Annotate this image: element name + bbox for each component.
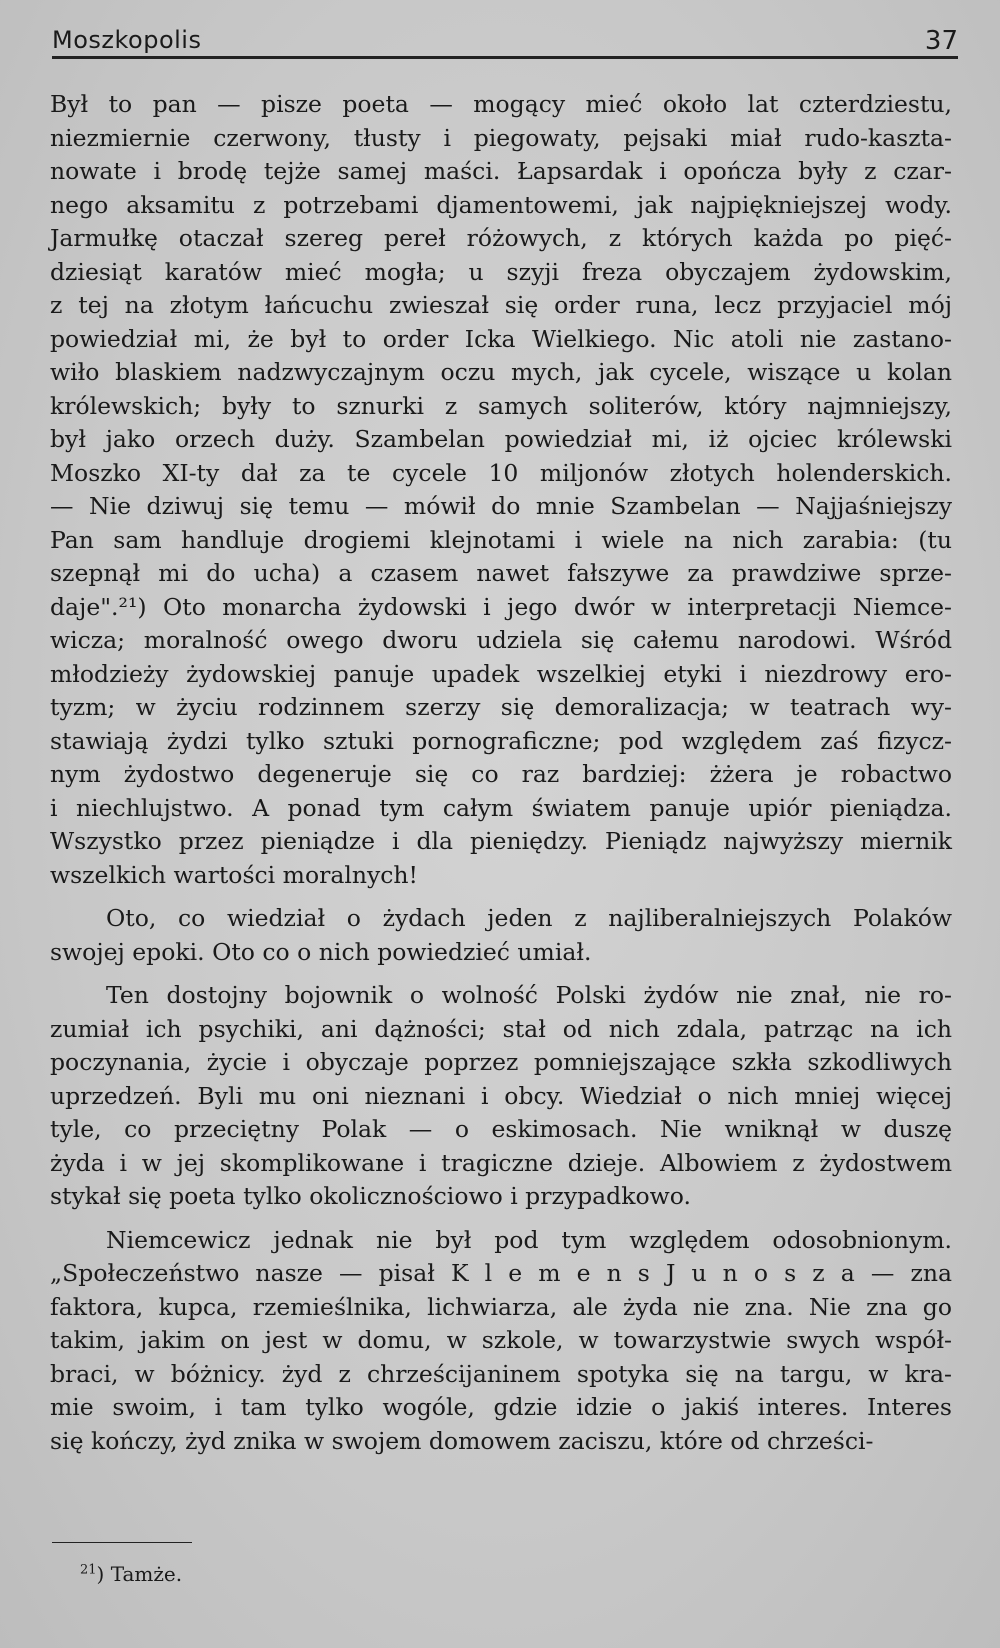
text-line: niezmiernie czerwony, tłusty i piegowaty, pejsaki miał rudo-kaszta- bbox=[50, 123, 952, 152]
text-line: żyda i w jej skomplikowane i tragiczne dzieje. Albowiem z żydostwem bbox=[50, 1148, 952, 1177]
page-number: 37 bbox=[924, 26, 958, 56]
footnote-number: 21 bbox=[80, 1562, 97, 1578]
text-line: poczynania, życie i obyczaje poprzez pomniejszające szkła szkodliwych bbox=[50, 1048, 952, 1076]
text-line: się kończy, żyd znika w swojem domowem zaciszu, które od chrześci- bbox=[50, 1426, 874, 1455]
text-line: dziesiąt karatów mieć mogła; u szyji freza obyczajem żydowskim, bbox=[50, 257, 952, 286]
text-line: — Nie dziwuj się temu — mówił do mnie Szambelan — Najjaśniejszy bbox=[50, 492, 952, 520]
text-line: stykał się poeta tylko okolicznościowo i przypadkowo. bbox=[50, 1182, 691, 1210]
text-line: szepnął mi do ucha) a czasem nawet fałszywe za prawdziwe sprze- bbox=[50, 559, 952, 587]
text-line: „Społeczeństwo nasze — pisał K l e m e n s J u n o s z a — zna bbox=[50, 1259, 952, 1287]
text-line: Jarmułkę otaczał szereg pereł różowych, z których każda po pięć- bbox=[50, 224, 952, 252]
text-line: Był to pan — pisze poeta — mogący mieć około lat czterdziestu, bbox=[50, 90, 952, 118]
footnote-rule bbox=[52, 1542, 192, 1543]
body-text bbox=[50, 88, 952, 1458]
text-line: nym żydostwo degeneruje się co raz bardziej: żżera je robactwo bbox=[50, 760, 952, 788]
text-line: stawiają żydzi tylko sztuki pornograficzne; pod względem zaś fizycz- bbox=[50, 726, 952, 755]
text-line: swojej epoki. Oto co o nich powiedzieć umiał. bbox=[50, 937, 592, 966]
text-line: Pan sam handluje drogiemi klejnotami i wiele na nich zarabia: (tu bbox=[50, 525, 952, 554]
text-line: i niechlujstwo. A ponad tym całym światem panuje upiór pieniądza. bbox=[50, 793, 952, 822]
header-rule bbox=[52, 56, 958, 59]
text-line: Oto, co wiedział o żydach jeden z najliberalniejszych Polaków bbox=[106, 904, 952, 932]
paragraph bbox=[50, 88, 952, 892]
footnote-text: ) Tamże. bbox=[96, 1562, 183, 1586]
text-line: zumiał ich psychiki, ani dążności; stał od nich zdala, patrząc na ich bbox=[50, 1014, 952, 1043]
text-line: królewskich; były to sznurki z samych soliterów, który najmniejszy, bbox=[50, 391, 952, 420]
text-line: faktora, kupca, rzemieślnika, lichwiarza, ale żyda nie zna. Nie zna go bbox=[50, 1292, 952, 1321]
text-line: wszelkich wartości moralnych! bbox=[50, 860, 419, 889]
paragraph-gap bbox=[50, 969, 952, 979]
text-line: Moszko XI-ty dał za te cycele 10 miljonów złotych holenderskich. bbox=[50, 458, 952, 487]
text-line: tyzm; w życiu rodzinnem szerzy się demoralizacja; w teatrach wy- bbox=[50, 693, 952, 721]
text-line: nego aksamitu z potrzebami djamentowemi, jak najpiękniejszej wody. bbox=[50, 190, 952, 219]
paragraph bbox=[50, 979, 952, 1214]
text-line: był jako orzech duży. Szambelan powiedział mi, iż ojciec królewski bbox=[50, 425, 952, 453]
text-line: uprzedzeń. Byli mu oni nieznani i obcy. Wiedział o nich mniej więcej bbox=[50, 1081, 952, 1110]
footnote bbox=[80, 1562, 182, 1586]
paragraph bbox=[50, 1224, 952, 1459]
paragraph-gap bbox=[50, 1214, 952, 1224]
text-line: Niemcewicz jednak nie był pod tym względem odosobnionym. bbox=[106, 1225, 952, 1254]
text-line: mie swoim, i tam tylko wogóle, gdzie idzie o jakiś interes. Interes bbox=[50, 1393, 952, 1421]
paragraph bbox=[50, 902, 952, 969]
text-line: nowate i brodę tejże samej maści. Łapsardak i opończa były z czar- bbox=[50, 157, 952, 185]
paragraph-gap bbox=[50, 892, 952, 902]
text-line: Ten dostojny bojownik o wolność Polski żydów nie znał, nie ro- bbox=[106, 981, 952, 1009]
text-line: tyle, co przeciętny Polak — o eskimosach. Nie wniknął w duszę bbox=[50, 1115, 952, 1143]
text-line: z tej na złotym łańcuchu zwieszał się order runa, lecz przyjaciel mój bbox=[50, 291, 952, 319]
text-line: wiło blaskiem nadzwyczajnym oczu mych, jak cycele, wiszące u kolan bbox=[50, 358, 952, 386]
text-line: braci, w bóżnicy. żyd z chrześcijaninem spotyka się na targu, w kra- bbox=[50, 1359, 952, 1388]
text-line: wicza; moralność owego dworu udziela się całemu narodowi. Wśród bbox=[50, 626, 952, 654]
text-line: daje".²¹) Oto monarcha żydowski i jego dwór w interpretacji Niemce- bbox=[50, 592, 952, 621]
running-head bbox=[52, 22, 958, 58]
text-line: takim, jakim on jest w domu, w szkole, w towarzystwie swych współ- bbox=[50, 1326, 952, 1354]
running-title: Moszkopolis bbox=[52, 26, 202, 54]
text-line: młodzieży żydowskiej panuje upadek wszelkiej etyki i niezdrowy ero- bbox=[50, 659, 952, 688]
text-line: powiedział mi, że był to order Icka Wielkiego. Nic atoli nie zastano- bbox=[50, 324, 952, 353]
text-line: Wszystko przez pieniądze i dla pieniędzy. Pieniądz najwyższy miernik bbox=[50, 827, 952, 855]
